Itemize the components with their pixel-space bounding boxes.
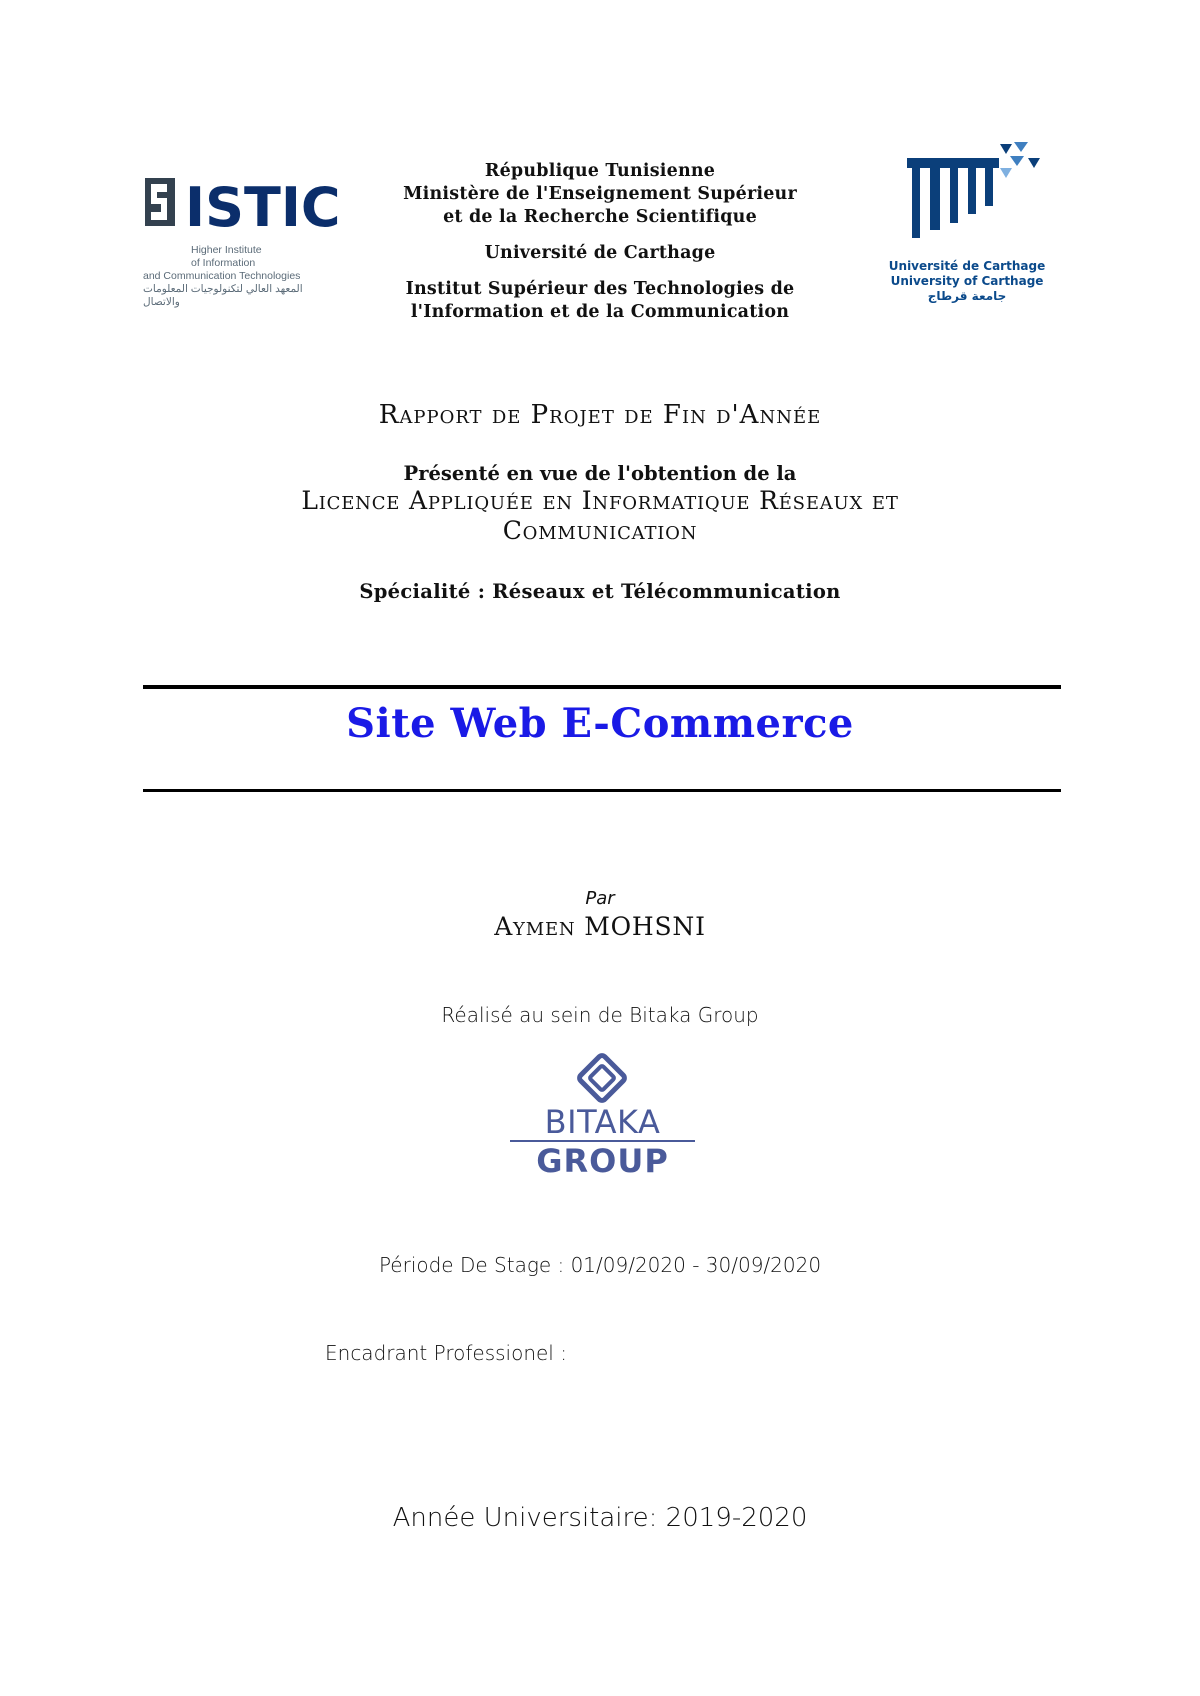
company-line: Réalisé au sein de Bitaka Group — [441, 1003, 759, 1027]
istic-emblem-icon — [143, 170, 341, 240]
carthage-columns-icon — [882, 140, 1052, 255]
speciality: Spécialité : Réseaux et Télécommunication — [359, 580, 841, 603]
degree-title: Licence Appliquée en Informatique Réseaux et Communication — [301, 486, 899, 545]
internship-period: Période De Stage : 01/09/2020 - 30/09/2020 — [378, 1253, 822, 1277]
carthage-caption-fr: Université de Carthage — [888, 259, 1046, 273]
title-rule-top — [143, 685, 1061, 689]
carthage-caption-ar: جامعة قرطاج — [927, 289, 1007, 303]
bitaka-word: BITAKA — [510, 1106, 695, 1142]
presented-for: Présenté en vue de l'obtention de la — [403, 462, 797, 485]
carthage-logo — [882, 140, 1052, 303]
header-ministry: Ministère de l'Enseignement Supérieur — [403, 184, 797, 204]
header-university: Université de Carthage — [484, 243, 716, 263]
istic-sub-1: Higher Institute — [191, 244, 262, 256]
carthage-caption-en: University of Carthage — [890, 274, 1044, 288]
author-name: Aymen MOHSNI — [494, 912, 706, 941]
bitaka-logo — [510, 1052, 695, 1182]
istic-sub-4: المعهد العالي لتكنولوجيات المعلومات والاتصال — [143, 283, 303, 308]
supervisor-label: Encadrant Professionel : — [325, 1341, 567, 1365]
istic-wordmark: ISTIC — [185, 176, 341, 239]
header-ministry-cont: et de la Recherche Scientifique — [443, 207, 757, 227]
istic-sub-2: of Information — [191, 257, 256, 269]
academic-year: Année Universitaire: 2019-2020 — [392, 1503, 808, 1533]
header-institute: Institut Supérieur des Technologies de — [405, 279, 795, 299]
title-rule-bottom — [143, 789, 1061, 792]
by-label: Par — [585, 888, 615, 909]
header-republic: République Tunisienne — [484, 161, 716, 181]
report-type: Rapport de Projet de Fin d'Année — [378, 400, 822, 430]
project-title: Site Web E-Commerce — [346, 700, 854, 747]
institution-header — [380, 160, 820, 324]
header-institute-cont: l'Information et de la Communication — [410, 302, 790, 322]
istic-logo — [143, 170, 341, 308]
bitaka-emblem-icon — [510, 1052, 695, 1102]
group-word: GROUP — [536, 1142, 669, 1180]
istic-sub-3: and Communication Technologies — [143, 270, 301, 282]
